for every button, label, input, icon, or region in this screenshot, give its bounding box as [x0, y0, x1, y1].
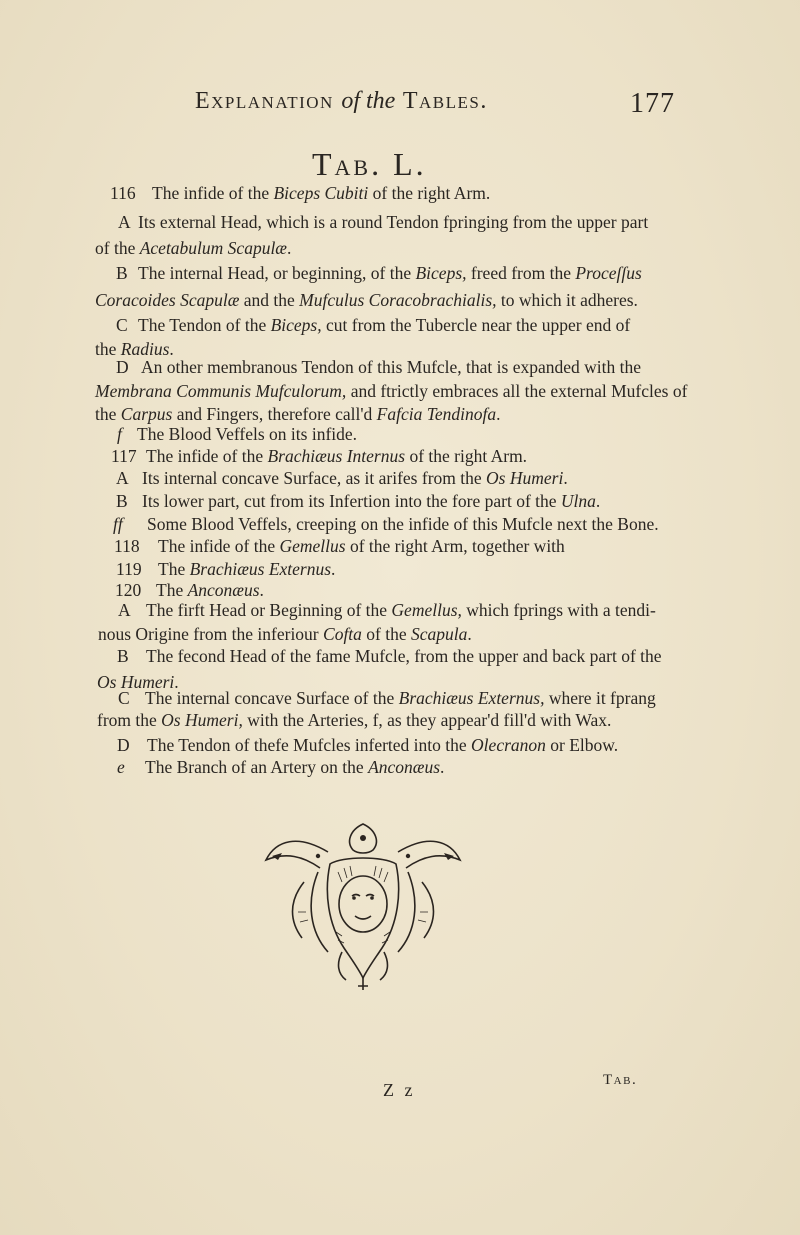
text-run: from the: [97, 710, 162, 730]
italic-term: Scapula: [411, 624, 468, 644]
text-run: .: [563, 468, 568, 488]
page-number: 177: [630, 88, 675, 119]
text-run: of the: [95, 238, 140, 258]
entry-label: A: [118, 212, 131, 232]
entry-text: [95, 381, 687, 402]
text-run: .: [440, 757, 445, 777]
italic-term: Anconæus: [187, 580, 260, 600]
entry-label: f: [117, 424, 122, 444]
entry-text: [158, 559, 335, 580]
text-run: .: [169, 339, 174, 359]
text-run: The Tendon of thefe Mufcles inferted into the: [147, 735, 472, 755]
entry-text: [142, 491, 600, 512]
tailpiece-ornament: [258, 812, 468, 992]
running-head-word: Tables.: [402, 88, 488, 114]
text-run: .: [467, 624, 472, 644]
text-run: The fecond Head of the fame Mufcle, from the upper and back part of the: [146, 646, 662, 666]
italic-term: Acetabulum Scapulæ: [139, 238, 287, 258]
text-run: The firft Head or Beginning of the: [146, 600, 392, 620]
entry-text: [138, 212, 648, 233]
text-run: The Blood Veffels on its infide.: [137, 424, 358, 444]
text-run: of the right Arm.: [368, 183, 491, 203]
signature-mark: Z z: [383, 1080, 416, 1100]
entry-label: e: [117, 757, 125, 777]
italic-term: Fafcia Tendinofa: [376, 404, 497, 424]
text-run: The Branch of an Artery on the: [145, 757, 369, 777]
entry-text: [138, 315, 630, 336]
text-run: to which it adheres.: [496, 290, 638, 310]
text-run: with the Arteries, f, as they appear'd fill'd with Wax.: [242, 710, 612, 730]
text-run: The infide of the: [152, 183, 274, 203]
text-run: of the right Arm, together with: [345, 536, 565, 556]
entry-label: D: [117, 735, 130, 755]
text-run: The infide of the: [146, 446, 268, 466]
entry-label: 116: [110, 183, 136, 203]
entry-label: C: [116, 315, 128, 335]
italic-term: Olecranon: [471, 735, 546, 755]
text-run: .: [286, 238, 292, 258]
italic-term: Os Humeri: [486, 468, 564, 488]
text-run: and Fingers, therefore call'd: [172, 404, 377, 424]
text-run: .: [595, 491, 601, 511]
entry-label: B: [116, 263, 128, 283]
italic-term: Brachiæus Internus: [267, 446, 406, 466]
running-head-word: Explanation: [195, 88, 334, 114]
text-run: An other membranous Tendon of this Mufcle, that is expanded with the: [141, 357, 642, 377]
text-run: and the: [239, 290, 300, 310]
italic-term: Biceps,: [270, 315, 322, 335]
entry-label: B: [116, 491, 128, 511]
text-run: or Elbow.: [545, 735, 619, 755]
text-run: of the right Arm.: [405, 446, 528, 466]
text-run: nous Origine from the inferiour: [98, 624, 324, 644]
entry-text: [95, 238, 291, 259]
text-run: .: [259, 580, 264, 600]
italic-term: Mufculus Coracobrachialis,: [299, 290, 497, 310]
entry-text: [137, 424, 357, 445]
text-run: The internal Head, or beginning, of the: [138, 263, 416, 283]
entry-text: [156, 580, 264, 601]
entry-text: [152, 183, 490, 204]
entry-text: [158, 536, 565, 557]
text-run: Its internal concave Surface, as it arifes from the: [142, 468, 487, 488]
running-head-italic: of the: [341, 88, 396, 114]
italic-term: Biceps Cubiti: [273, 183, 369, 203]
entry-label: 120: [115, 580, 142, 600]
italic-term: Gemellus: [279, 536, 346, 556]
italic-term: Cofta: [323, 624, 362, 644]
italic-term: Radius: [120, 339, 170, 359]
entry-label: D: [116, 357, 129, 377]
entry-label: 118: [114, 536, 140, 556]
text-run: the: [95, 404, 121, 424]
table-title: Tab. L.: [312, 146, 427, 182]
italic-term: Ulna: [560, 491, 596, 511]
text-run: and ftrictly embraces all the external Mufcles of: [346, 381, 688, 401]
italic-term: Proceſſus: [575, 263, 642, 283]
text-run: where it fprang: [544, 688, 656, 708]
italic-term: Gemellus,: [391, 600, 462, 620]
italic-term: Carpus: [120, 404, 173, 424]
italic-term: Os Humeri,: [161, 710, 243, 730]
text-run: cut from the Tubercle near the upper end of: [321, 315, 631, 335]
entry-text: [147, 514, 659, 535]
text-run: the: [95, 339, 121, 359]
italic-term: Anconæus: [368, 757, 441, 777]
text-run: of the: [361, 624, 412, 644]
entry-text: [145, 757, 444, 778]
text-run: .: [174, 672, 179, 692]
text-run: The Tendon of the: [138, 315, 271, 335]
entry-text: [95, 404, 500, 425]
italic-term: Brachiæus Externus: [189, 559, 332, 579]
entry-label: ff: [113, 514, 123, 534]
italic-term: Brachiæus Externus,: [398, 688, 545, 708]
entry-label: 119: [116, 559, 142, 579]
entry-text: [146, 446, 527, 467]
entry-text: [147, 735, 618, 756]
italic-term: Membrana Communis Mufculorum,: [95, 381, 347, 401]
entry-label: C: [118, 688, 130, 708]
italic-term: Biceps,: [415, 263, 467, 283]
entry-text: [141, 357, 641, 378]
entry-label: A: [116, 468, 129, 488]
text-run: .: [331, 559, 336, 579]
entry-text: [146, 600, 656, 621]
text-run: The: [158, 559, 190, 579]
entry-text: [142, 468, 568, 489]
text-run: Its external Head, which is a round Tendon fpringing from the upper part: [138, 212, 649, 232]
text-run: The internal concave Surface of the: [145, 688, 399, 708]
italic-term: Coracoides Scapulæ: [95, 290, 240, 310]
entry-label: 117: [111, 446, 137, 466]
text-run: .: [496, 404, 501, 424]
text-run: which fprings with a tendi-: [461, 600, 656, 620]
catchword: Tab.: [603, 1072, 638, 1088]
text-run: The: [156, 580, 188, 600]
entry-label: A: [118, 600, 131, 620]
running-head: [195, 88, 488, 115]
entry-text: [145, 688, 656, 709]
text-run: Its lower part, cut from its Infertion into the fore part of the: [142, 491, 561, 511]
entry-label: B: [117, 646, 129, 666]
text-run: Some Blood Veffels, creeping on the infide of this Mufcle next the Bone.: [147, 514, 659, 534]
text-run: The infide of the: [158, 536, 280, 556]
text-run: freed from the: [466, 263, 576, 283]
italic-term: Os Humeri: [97, 672, 175, 692]
entry-text: [98, 624, 472, 645]
entry-text: [138, 263, 642, 284]
entry-text: [146, 646, 662, 667]
entry-text: [97, 710, 611, 731]
entry-text: [95, 290, 638, 311]
